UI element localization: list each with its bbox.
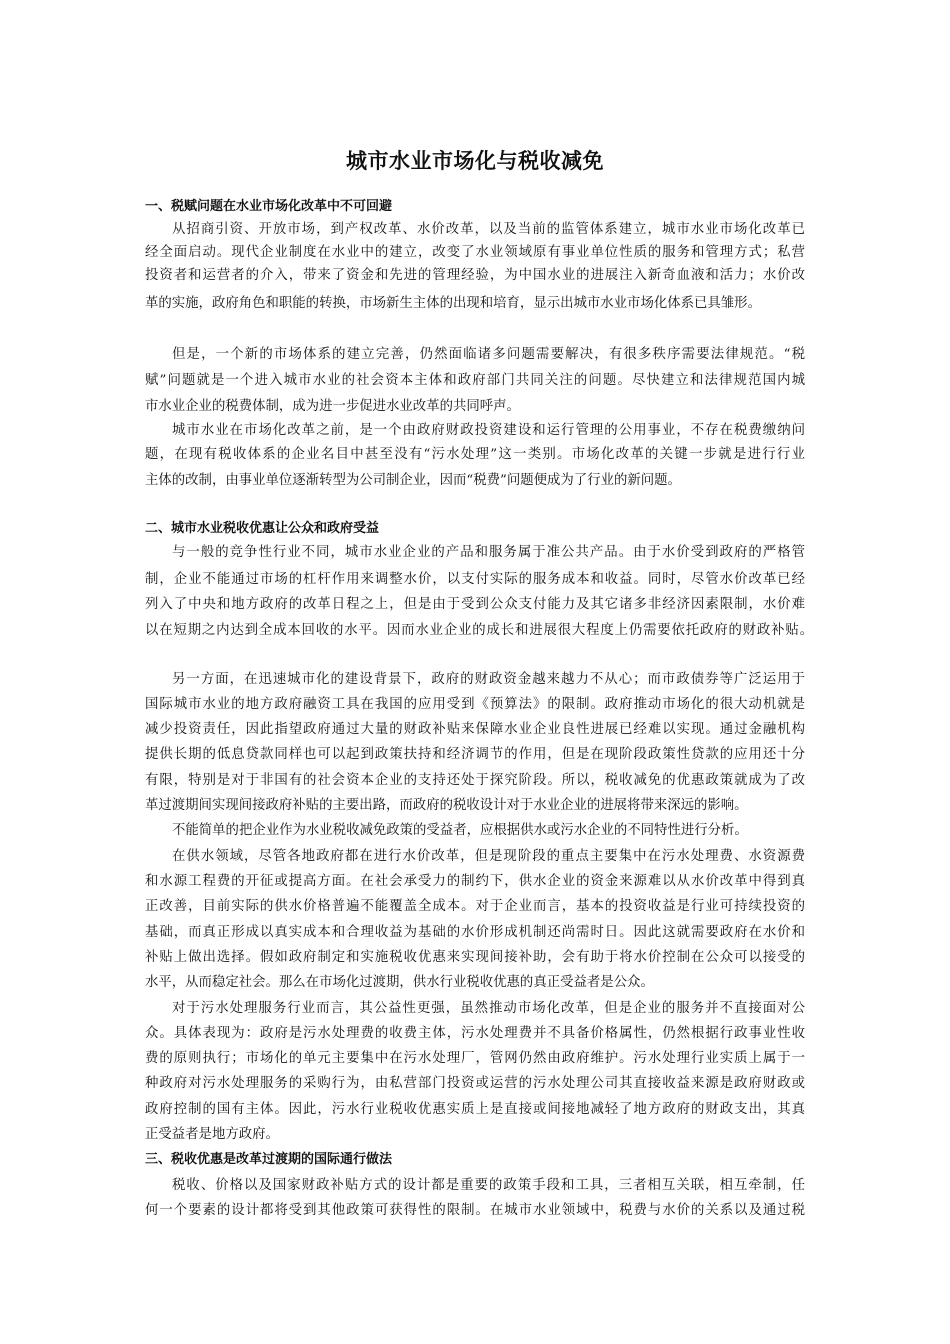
paragraph-line: 费的原则执行；市场化的单元主要集中在污水处理厂，管网仍然由政府维护。污水处理行业实质上属于一 [145, 1051, 805, 1066]
paragraph-line: 国际城市水业的地方政府融资工具在我国的应用受到《预算法》的限制。政府推动市场化的很大动机就是 [145, 697, 805, 712]
paragraph-line: 基础，而真正形成以真实成本和合理收益为基础的水价形成机制还尚需时日。因此这就需要政府在水价和 [145, 925, 805, 940]
paragraph-line: 和水源工程费的开征或提高方面。在社会承受力的制约下，供水企业的资金来源难以从水价改革中得到真 [145, 874, 805, 889]
paragraph-line: 革的实施，政府角色和职能的转换，市场新生主体的出现和培育，显示出城市水业市场化体系已具雏形。 [145, 296, 761, 311]
paragraph-line: 有限，特别是对于非国有的社会资本企业的支持还处于探究阶段。所以，税收减免的优惠政策就成为了改 [145, 773, 805, 788]
paragraph-line: 种政府对污水处理服务的采购行为，由私营部门投资或运营的污水处理公司其直接收益来源是政府财政或 [145, 1076, 805, 1091]
paragraph-line: 众。具体表现为：政府是污水处理费的收费主体，污水处理费并不具备价格属性，仍然根据行政事业性收 [145, 1026, 805, 1041]
paragraph-line: 主体的改制，由事业单位逐渐转型为公司制企业，因而“税费”问题便成为了行业的新问题。 [145, 473, 681, 488]
paragraph-line: 不能简单的把企业作为水业税收减免政策的受益者，应根据供水或污水企业的不同特性进行分析。 [172, 823, 748, 838]
paragraph-line: 税收、价格以及国家财政补贴方式的设计都是重要的政策手段和工具，三者相互关联，相互牵制，任 [172, 1178, 805, 1193]
paragraph-line: 减少投资责任，因此指望政府通过大量的财政补贴来保障水业企业良性进展已经难以实现。通过金融机构 [145, 722, 805, 737]
paragraph-line: 制，企业不能通过市场的杠杆作用来调整水价，以支付实际的服务成本和收益。同时，尽管水价改革已经 [145, 572, 805, 587]
paragraph-line: 补贴上做出选择。假如政府制定和实施税收优惠来实现间接补助，会有助于将水价控制在公众可以接受的 [145, 950, 805, 965]
paragraph-line: 与一般的竞争性行业不同，城市水业企业的产品和服务属于准公共产品。由于水价受到政府的严格管 [172, 545, 805, 560]
paragraph-line: 水平，从而稳定社会。那么在市场化过渡期，供水行业税收优惠的真正受益者是公众。 [145, 975, 654, 990]
paragraph-line: 以在短期之内达到全成本回收的水平。因而水业企业的成长和进展很大程度上仍需要依托政府的财政补贴。 [145, 623, 813, 638]
section-heading: 三、税收优惠是改革过渡期的国际通行做法 [145, 1152, 393, 1167]
document-title: 城市水业市场化与税收减免 [346, 149, 604, 173]
paragraph-line: 另一方面，在迅速城市化的建设背景下，政府的财政资金越来越力不从心；而市政债券等广泛运用于 [172, 672, 805, 687]
paragraph-line: 赋”问题就是一个进入城市水业的社会资本主体和政府部门共同关注的问题。尽快建立和法律规范国内城 [145, 373, 805, 388]
paragraph-line: 何一个要素的设计都将受到其他政策可获得性的限制。在城市水业领域中，税费与水价的关系以及通过税 [145, 1203, 805, 1218]
paragraph-line: 提供长期的低息贷款同样也可以起到政策扶持和经济调节的作用，但是在现阶段政策性贷款的应用还十分 [145, 747, 805, 762]
paragraph-line: 城市水业在市场化改革之前，是一个由政府财政投资建设和运行管理的公用事业，不存在税费缴纳问 [172, 423, 805, 438]
paragraph-line: 但是，一个新的市场体系的建立完善，仍然面临诸多问题需要解决，有很多秩序需要法律规范。“税 [172, 347, 805, 362]
paragraph-line: 市水业企业的税费体制，成为进一步促进水业改革的共同呼声。 [145, 399, 520, 414]
paragraph-line: 题，在现有税收体系的企业名目中甚至没有“污水处理”这一类别。市场化改革的关键一步就是进行行业 [145, 447, 805, 462]
section-heading: 一、税赋问题在水业市场化改革中不可回避 [145, 199, 393, 214]
paragraph-line: 在供水领域，尽管各地政府都在进行水价改革，但是现阶段的重点主要集中在污水处理费、水资源费 [172, 849, 805, 864]
paragraph-line: 革过渡期间实现间接政府补贴的主要出路，而政府的税收设计对于水业企业的进展将带来深远的影响。 [145, 798, 748, 813]
paragraph-line: 投资者和运营者的介入，带来了资金和先进的管理经验，为中国水业的进展注入新奇血液和活力；水价改 [145, 268, 805, 283]
section-heading: 二、城市水业税收优惠让公众和政府受益 [145, 521, 380, 536]
paragraph-line: 列入了中央和地方政府的改革日程之上，但是由于受到公众支付能力及其它诸多非经济因素限制，水价难 [145, 597, 805, 612]
paragraph-line: 经全面启动。现代企业制度在水业中的建立，改变了水业领域原有事业单位性质的服务和管理方式；私营 [145, 245, 805, 260]
paragraph-line: 从招商引资、开放市场，到产权改革、水价改革，以及当前的监管体系建立，城市水业市场化改革已 [172, 222, 805, 237]
paragraph-line: 政府控制的国有主体。因此，污水行业税收优惠实质上是直接或间接地减轻了地方政府的财政支出，其真 [145, 1102, 805, 1117]
paragraph-line: 正改善，目前实际的供水价格普遍不能覆盖全成本。对于企业而言，基本的投资收益是行业可持续投资的 [145, 899, 805, 914]
paragraph-line: 对于污水处理服务行业而言，其公益性更强，虽然推动市场化改革，但是企业的服务并不直接面对公 [172, 1001, 805, 1016]
paragraph-line: 正受益者是地方政府。 [145, 1127, 279, 1142]
